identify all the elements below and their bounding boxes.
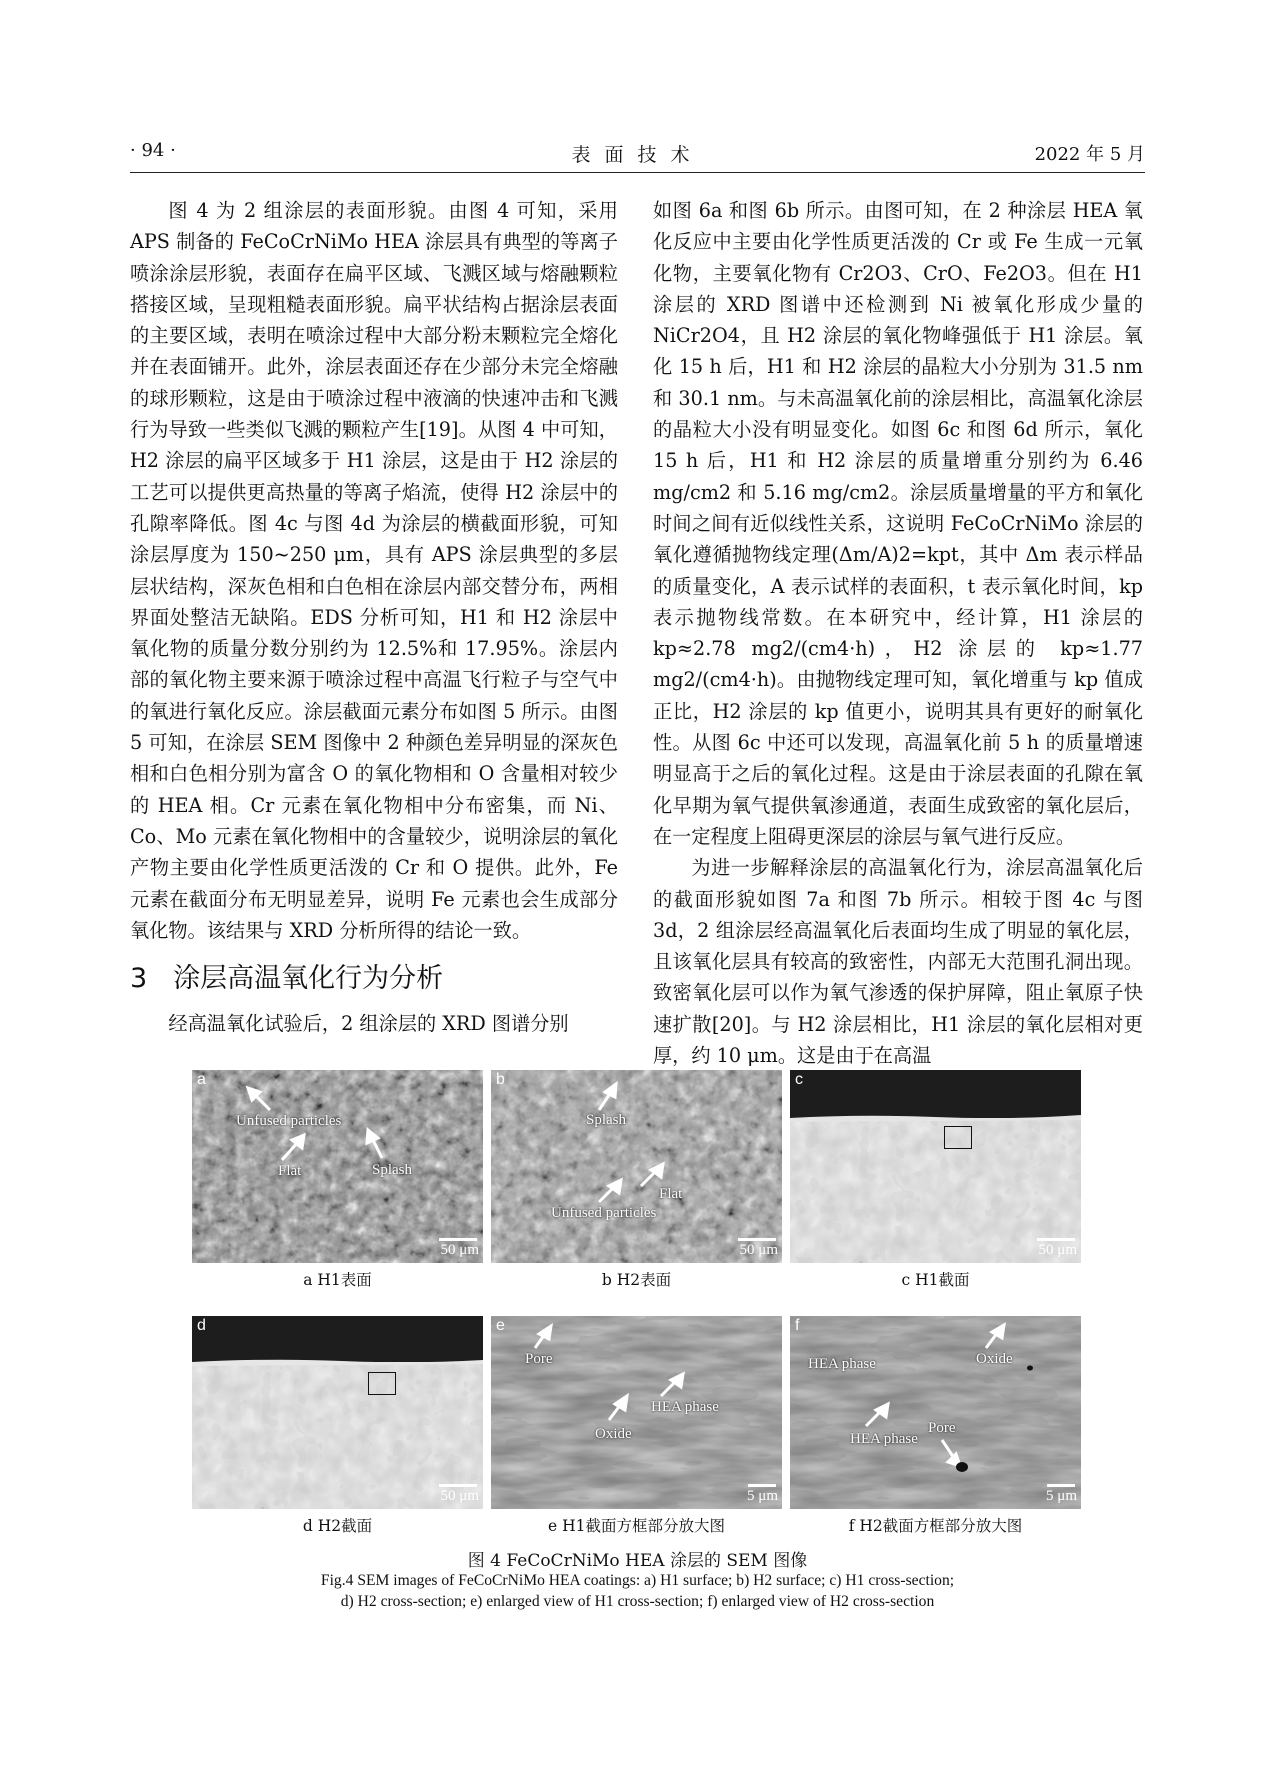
sem-image-h2-cross-section xyxy=(192,1316,483,1509)
body-paragraph: 为进一步解释涂层的高温氧化行为，涂层高温氧化后的截面形貌如图 7a 和图 7b 所示。相较于图 4c 与图 3d，2 组涂层经高温氧化后表面均生成了明显的氧化层，且该氧化层具有较高的致密性，内部无大范围孔洞出现。致密氧化层可以作为氧气渗透的保护屏障，阻止氧原子快速扩散[20]。与 H2 涂层相比，H1 涂层的氧化层相对更厚，约 10 μm。这是由于在高温 xyxy=(653,856,1143,1068)
annotation-label: Flat xyxy=(659,1186,683,1202)
sem-image-h2-surface xyxy=(491,1070,782,1263)
page-number: · 94 · xyxy=(130,140,176,161)
scale-label: 50 μm xyxy=(739,1242,778,1258)
panel-letter: d xyxy=(197,1317,206,1334)
panel-caption: c H1截面 xyxy=(901,1271,970,1289)
section-number: 3 xyxy=(130,963,148,995)
scale-label: 5 μm xyxy=(747,1488,778,1504)
annotation-label: HEA phase xyxy=(651,1399,719,1415)
figure-panel-c xyxy=(790,1070,1081,1292)
caption-en-line: Fig.4 SEM images of FeCoCrNiMo HEA coatings: a) H1 surface; b) H2 surface; c) H1 cross-section; xyxy=(320,1572,955,1589)
sem-image-h1-cross-section xyxy=(790,1070,1081,1263)
body-paragraph: 经高温氧化试验后，2 组涂层的 XRD 图谱分别 xyxy=(168,1012,569,1036)
section-heading xyxy=(130,962,618,996)
scale-bar xyxy=(1047,1484,1075,1487)
panel-caption: f H2截面方框部分放大图 xyxy=(848,1517,1023,1535)
sem-image-h1-enlarged xyxy=(491,1316,782,1509)
scale-bar xyxy=(1037,1238,1075,1241)
running-header xyxy=(130,136,1145,173)
figure-panel-e xyxy=(491,1316,782,1538)
annotation-label: HEA phase xyxy=(808,1356,876,1372)
scale-bar xyxy=(439,1484,477,1487)
journal-title: 表面技术 xyxy=(571,144,704,166)
scale-bar xyxy=(748,1484,776,1487)
annotation-label: Splash xyxy=(586,1112,627,1128)
annotation-label: Oxide xyxy=(595,1426,632,1442)
sem-texture xyxy=(192,1316,483,1509)
figure-4 xyxy=(192,1070,1082,1540)
figure-panel-b xyxy=(491,1070,782,1292)
panel-caption: b H2表面 xyxy=(601,1271,672,1289)
scale-label: 5 μm xyxy=(1046,1488,1077,1504)
annotation-label: Flat xyxy=(278,1163,302,1179)
figure-panel-f xyxy=(790,1316,1081,1538)
scale-bar xyxy=(439,1238,477,1241)
panel-letter: c xyxy=(795,1071,803,1088)
annotation-arrows xyxy=(491,1070,782,1263)
left-column xyxy=(130,195,618,1039)
figure-caption-en xyxy=(130,1570,1145,1612)
scale-label: 50 μm xyxy=(440,1242,479,1258)
annotation-label: Unfused particles xyxy=(551,1205,657,1221)
annotation-arrows xyxy=(790,1316,1081,1509)
annotation-label: Pore xyxy=(525,1351,553,1367)
panel-letter: e xyxy=(496,1317,505,1334)
enlarged-region-box xyxy=(368,1372,396,1395)
annotation-label: Oxide xyxy=(976,1351,1013,1367)
right-column xyxy=(653,195,1143,1071)
annotation-label: Unfused particles xyxy=(236,1113,342,1129)
panel-letter: a xyxy=(197,1071,206,1088)
enlarged-region-box xyxy=(944,1126,972,1149)
issue-date: 2022 年 5 月 xyxy=(1034,144,1145,165)
annotation-label: Pore xyxy=(928,1420,956,1436)
panel-caption: a H1表面 xyxy=(303,1271,372,1289)
body-paragraph: 如图 6a 和图 6b 所示。由图可知，在 2 种涂层 HEA 氧化反应中主要由化学性质更活泼的 Cr 或 Fe 生成一元氧化物，主要氧化物有 Cr2O3、CrO、Fe2O3。但在 H1 涂层的 XRD 图谱中还检测到 Ni 被氧化形成少量的 NiCr2O4，且 H2 涂层的氧化物峰强低于 H1 涂层。氧化 15 h 后，H1 和 H2 涂层的晶粒大小分别为 31.5 nm 和 30.1 nm。与未高温氧化前的涂层相比，高温氧化涂层的晶粒大小没有明显变化。如图 6c 和图 6d 所示，氧化 15 h 后，H1 和 H2 涂层的质量增重分别约为 6.46 mg/cm2 和 5.16 mg/cm2。涂层质量增量的平方和氧化时间之间有近似线性关系，这说明 FeCoCrNiMo 涂层的氧化遵循抛物线定理(Δm/A)2=kpt，其中 Δm 表示样品的质量变化，A 表示试样的表面积，t 表示氧化时间，kp 表示抛物线常数。在本研究中，经计算，H1 涂层的 kp≈2.78 mg2/(cm4·h)，H2 涂层的 kp≈1.77 mg2/(cm4·h)。由抛物线定理可知，氧化增重与 kp 值成正比，H2 涂层的 kp 值更小，说明其具有更好的耐氧化性。从图 6c 中还可以发现，高温氧化前 5 h 的质量增速明显高于之后的氧化过程。这是由于涂层表面的孔隙在氧化早期为氧气提供氧渗通道，表面生成致密的氧化层后，在一定程度上阻碍更深层的涂层与氧气进行反应。 xyxy=(653,199,1143,848)
scale-label: 50 μm xyxy=(1038,1242,1077,1258)
scale-label: 50 μm xyxy=(440,1488,479,1504)
panel-letter: f xyxy=(795,1317,800,1334)
caption-en-line: d) H2 cross-section; e) enlarged view of H1 cross-section; f) enlarged view of H2 cross-section xyxy=(340,1593,935,1610)
annotation-label: Splash xyxy=(372,1162,413,1178)
panel-letter: b xyxy=(496,1071,505,1088)
sem-image-h2-enlarged xyxy=(790,1316,1081,1509)
body-paragraph: 图 4 为 2 组涂层的表面形貌。由图 4 可知，采用 APS 制备的 FeCoCrNiMo HEA 涂层具有典型的等离子喷涂涂层形貌，表面存在扁平区域、飞溅区域与熔融颗粒搭接区域，呈现粗糙表面形貌。扁平状结构占据涂层表面的主要区域，表明在喷涂过程中大部分粉末颗粒完全熔化并在表面铺开。此外，涂层表面还存在少部分未完全熔融的球形颗粒，这是由于喷涂过程中液滴的快速冲击和飞溅行为导致一些类似飞溅的颗粒产生[19]。从图 4 中可知，H2 涂层的扁平区域多于 H1 涂层，这是由于 H2 涂层的工艺可以提供更高热量的等离子焰流，使得 H2 涂层中的孔隙率降低。图 4c 与图 4d 为涂层的横截面形貌，可知涂层厚度为 150~250 μm，具有 APS 涂层典型的多层层状结构，深灰色相和白色相在涂层内部交替分布，两相界面处整洁无缺陷。EDS 分析可知，H1 和 H2 涂层中氧化物的质量分数分别约为 12.5%和 17.95%。涂层内部的氧化物主要来源于喷涂过程中高温飞行粒子与空气中的氧进行氧化反应。涂层截面元素分布如图 5 所示。由图 5 可知，在涂层 SEM 图像中 2 种颜色差异明显的深灰色相和白色相分别为富含 O 的氧化物相和 O 含量相对较少的 HEA 相。Cr 元素在氧化物相中分布密集，而 Ni、Co、Mo 元素在氧化物相中的含量较少，说明涂层的氧化产物主要由化学性质更活泼的 Cr 和 O 提供。此外，Fe 元素在截面分布无明显差异，说明 Fe 元素也会生成部分氧化物。该结果与 XRD 分析所得的结论一致。 xyxy=(130,199,618,942)
figure-panel-a xyxy=(192,1070,483,1292)
annotation-label: HEA phase xyxy=(850,1431,918,1447)
scale-bar xyxy=(738,1238,776,1241)
section-title: 涂层高温氧化行为分析 xyxy=(173,963,444,995)
sem-texture xyxy=(790,1070,1081,1263)
sem-image-h1-surface xyxy=(192,1070,483,1263)
annotation-arrows xyxy=(192,1070,483,1263)
panel-caption: d H2截面 xyxy=(302,1517,373,1535)
panel-caption: e H1截面方框部分放大图 xyxy=(548,1517,725,1535)
figure-caption-zh: 图 4 FeCoCrNiMo HEA 涂层的 SEM 图像 xyxy=(467,1551,808,1571)
figure-panel-d xyxy=(192,1316,483,1538)
annotation-arrows xyxy=(491,1316,782,1509)
